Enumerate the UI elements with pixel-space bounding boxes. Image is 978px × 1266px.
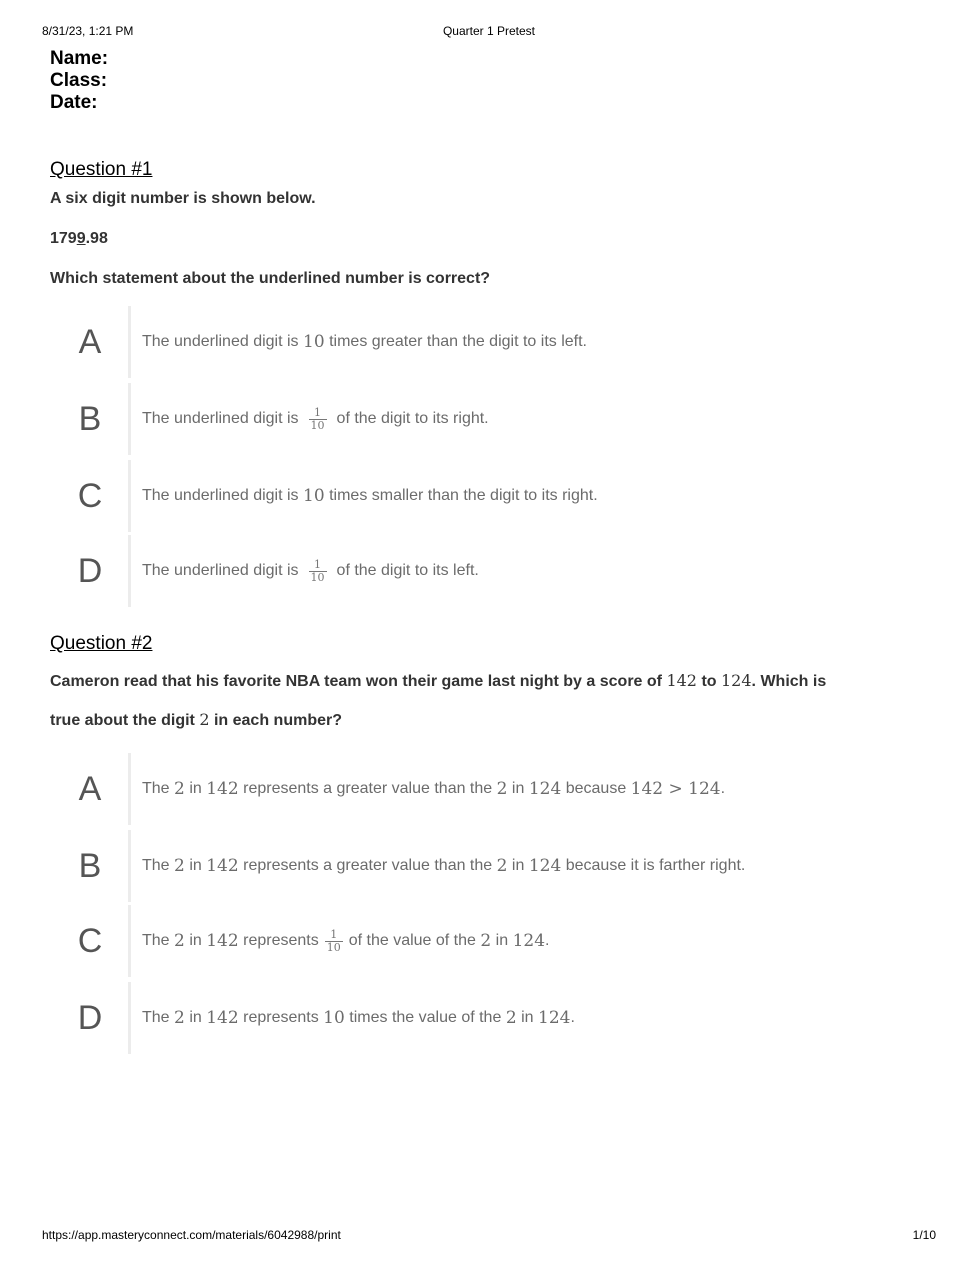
print-datetime: 8/31/23, 1:21 PM	[42, 24, 134, 38]
choice-text-part: The underlined digit is	[142, 562, 299, 579]
fraction-numerator: 1	[330, 927, 338, 941]
question-text-part: . Which is	[751, 673, 827, 690]
choice-text-part: The underlined digit is	[142, 487, 299, 504]
choice-divider	[128, 306, 131, 378]
fraction-denominator: 10	[326, 940, 341, 954]
choice-divider	[128, 982, 131, 1054]
math-value: 10	[303, 332, 325, 352]
choice-2-c[interactable]	[50, 905, 890, 977]
fraction-numerator: 1	[314, 557, 322, 571]
number-part: 179	[50, 230, 77, 247]
choice-text-part: in	[495, 932, 509, 949]
math-value: 124	[528, 779, 562, 799]
fraction-numerator: 1	[314, 405, 322, 419]
math-value: 142	[206, 1008, 239, 1028]
choice-text	[142, 830, 745, 902]
choice-text-part: The	[142, 1009, 170, 1026]
question-2-text	[50, 662, 928, 740]
choice-letter: B	[78, 400, 102, 438]
question-1-prompt: Which statement about the underlined number is correct?	[50, 270, 491, 287]
choice-text-part: .	[545, 932, 550, 949]
choice-text-part: in	[189, 780, 202, 797]
question-text-part: Cameron read that his favorite NBA team won their game last night by a score of	[50, 673, 662, 690]
choice-text	[142, 535, 479, 607]
math-value: 124	[512, 931, 546, 951]
fraction	[309, 407, 327, 432]
choice-1-c[interactable]	[50, 460, 890, 532]
choice-text-part: in	[189, 857, 202, 874]
choice-text-part: represents	[243, 1009, 319, 1026]
choice-text-part: times greater than the digit to its left.	[329, 333, 587, 350]
choice-letter: C	[77, 922, 103, 960]
choice-divider	[128, 383, 131, 455]
class-label: Class:	[50, 70, 108, 91]
math-value: 142	[206, 779, 239, 799]
question-1-choices	[50, 306, 928, 616]
choice-letter: A	[78, 770, 102, 808]
question-2-title: Question #2	[50, 633, 153, 654]
choice-2-a[interactable]	[50, 753, 890, 825]
question-text-part: in each number?	[213, 712, 342, 729]
choice-text-part: times the value of the	[349, 1009, 502, 1026]
choice-divider	[128, 830, 131, 902]
math-value: 2	[496, 779, 508, 799]
choice-letter: D	[77, 999, 103, 1037]
choice-text-part: .	[570, 1009, 575, 1026]
math-value: 2	[174, 1008, 185, 1028]
number-part: .98	[85, 230, 108, 247]
choice-letter: A	[78, 323, 102, 361]
choice-text-part: in	[511, 780, 525, 797]
choice-text-part: because it is farther right.	[565, 857, 746, 874]
choice-divider	[128, 535, 131, 607]
choice-text-part: in	[189, 1009, 202, 1026]
page-number: 1/10	[912, 1228, 936, 1242]
math-value: 10	[323, 1008, 345, 1028]
choice-text	[142, 753, 725, 825]
fraction-denominator: 10	[310, 570, 325, 584]
fraction	[325, 929, 343, 954]
choice-text-part: in	[521, 1009, 534, 1026]
math-value: 2	[480, 931, 492, 951]
choice-text	[142, 306, 587, 378]
choice-divider	[128, 753, 131, 825]
question-2-choices	[50, 753, 928, 1058]
choice-text	[142, 905, 549, 977]
choice-text-part: The underlined digit is	[142, 333, 299, 350]
choice-divider	[128, 905, 131, 977]
math-value: 10	[303, 486, 325, 506]
choice-text-part: in	[189, 932, 202, 949]
math-value: 142	[666, 671, 697, 690]
choice-1-a[interactable]	[50, 306, 890, 378]
choice-text-part: in	[511, 857, 525, 874]
choice-text-part: of the value of the	[348, 932, 476, 949]
question-text-part: true about the digit	[50, 712, 195, 729]
math-value: 124	[721, 671, 752, 690]
document-title: Quarter 1 Pretest	[442, 24, 536, 38]
question-1-number	[50, 230, 928, 248]
question-1-intro: A six digit number is shown below.	[50, 190, 316, 207]
math-value: 2	[496, 856, 508, 876]
choice-2-d[interactable]	[50, 982, 890, 1054]
choice-text-part: of the digit to its right.	[336, 410, 489, 427]
choice-text-part: The underlined digit is	[142, 410, 299, 427]
math-value: 124	[538, 1008, 571, 1028]
choice-text	[142, 460, 598, 532]
question-2	[50, 633, 928, 740]
choice-text-part: represents	[243, 932, 319, 949]
choice-letter: B	[78, 847, 102, 885]
choice-1-b[interactable]	[50, 383, 890, 455]
question-1-title: Question #1	[50, 159, 153, 180]
print-footer	[42, 1228, 936, 1242]
choice-text	[142, 982, 575, 1054]
math-value: 124	[528, 856, 562, 876]
choice-letter: C	[77, 477, 103, 515]
choice-text-part: times smaller than the digit to its right.	[329, 487, 598, 504]
student-info	[50, 48, 108, 114]
choice-text-part: The	[142, 857, 170, 874]
choice-letter: D	[77, 552, 103, 590]
name-label: Name:	[50, 48, 109, 69]
choice-1-d[interactable]	[50, 535, 890, 607]
math-value: 2	[174, 856, 185, 876]
math-value: 142	[206, 931, 239, 951]
print-header	[42, 24, 936, 38]
underlined-digit: 9	[76, 230, 86, 247]
math-value: 2	[174, 779, 185, 799]
fraction-denominator: 10	[310, 418, 325, 432]
choice-divider	[128, 460, 131, 532]
question-1	[50, 159, 928, 288]
choice-text-part: represents a greater value than the	[243, 857, 493, 874]
date-label: Date:	[50, 92, 98, 113]
math-value: 2	[174, 931, 185, 951]
choice-text-part: of the digit to its left.	[336, 562, 479, 579]
math-value: 142	[206, 856, 239, 876]
choice-text-part: .	[720, 780, 726, 797]
choice-text-part: The	[142, 780, 170, 797]
fraction	[309, 559, 327, 584]
choice-text-part: represents a greater value than the	[243, 780, 493, 797]
choice-text-part: The	[142, 932, 170, 949]
question-text-part: to	[701, 673, 717, 690]
choice-text-part: because	[565, 780, 627, 797]
math-value: 2	[505, 1008, 517, 1028]
choice-2-b[interactable]	[50, 830, 890, 902]
math-value: 142 > 124	[630, 779, 721, 799]
math-value: 2	[199, 710, 210, 729]
choice-text	[142, 383, 489, 455]
print-url: https://app.masteryconnect.com/materials/6042988/print	[42, 1228, 341, 1242]
